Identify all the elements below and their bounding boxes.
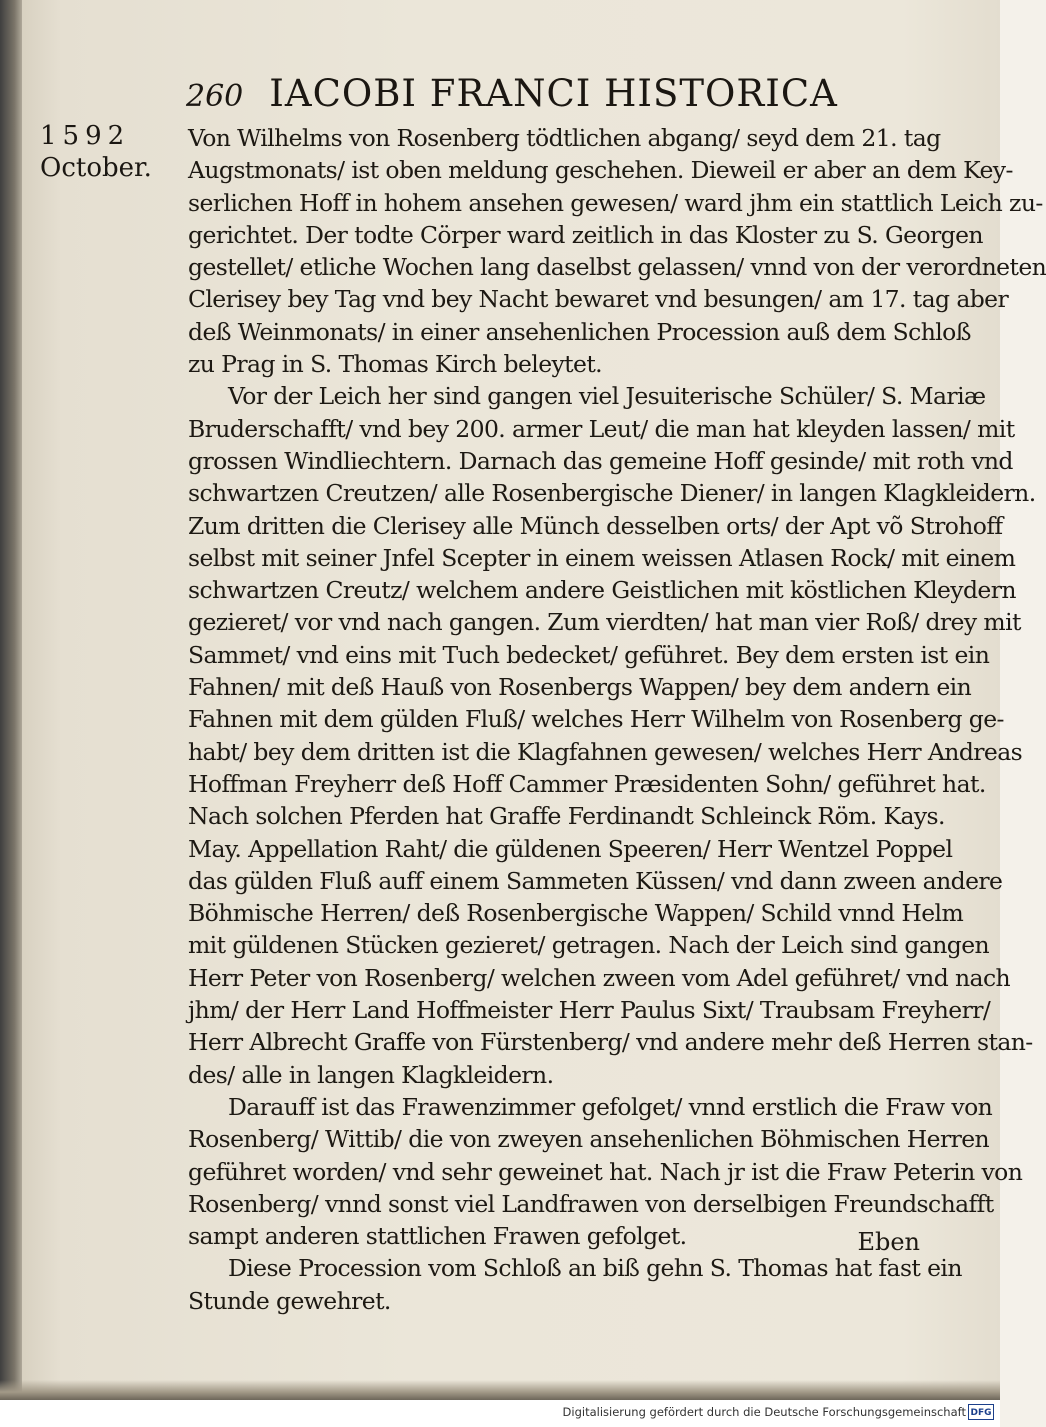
dfg-logo: DFG <box>968 1404 994 1420</box>
text-line: deß Weinmonats/ in einer ansehenlichen Procession auß dem Schloß <box>188 317 971 346</box>
margin-note <box>40 120 170 184</box>
page-edge-shadow <box>0 1380 1000 1400</box>
text-line: Diese Procession vom Schloß an biß gehn S. Thomas hat fast ein <box>228 1254 962 1283</box>
text-line: Stunde gewehret. <box>188 1286 391 1315</box>
body-text <box>188 122 1046 1317</box>
text-line: geführet worden/ vnd sehr geweinet hat. Nach jr ist die Fraw Peterin von <box>188 1157 1023 1186</box>
catchword: Eben <box>857 1228 920 1256</box>
text-line: jhm/ der Herr Land Hoffmeister Herr Paulus Sixt/ Traubsam Freyherr/ <box>188 996 991 1025</box>
text-line: Herr Peter von Rosenberg/ welchen zween vom Adel geführet/ vnd nach <box>188 963 1011 992</box>
text-line: Fahnen/ mit deß Hauß von Rosenbergs Wappen/ bey dem andern ein <box>188 673 972 702</box>
text-line: Herr Albrecht Graffe von Fürstenberg/ vnd andere mehr deß Herren stan- <box>188 1028 1033 1057</box>
text-line: Böhmische Herren/ deß Rosenbergische Wappen/ Schild vnnd Helm <box>188 899 964 928</box>
footer-credit: Digitalisierung gefördert durch die Deutsche Forschungsgemeinschaft <box>562 1405 966 1419</box>
text-line: May. Appellation Raht/ die güldenen Speeren/ Herr Wentzel Poppel <box>188 834 953 863</box>
text-line: gezieret/ vor vnd nach gangen. Zum vierdten/ hat man vier Roß/ drey mit <box>188 608 1021 637</box>
text-line: Von Wilhelms von Rosenberg tödtlichen abgang/ seyd dem 21. tag <box>188 124 941 152</box>
text-line: Zum dritten die Clerisey alle Münch desselben orts/ der Apt võ Strohoff <box>188 511 1003 540</box>
margin-year: 1592 <box>40 121 131 151</box>
text-line: grossen Windliechtern. Darnach das gemeine Hoff gesinde/ mit roth vnd <box>188 446 1013 475</box>
text-line: gerichtet. Der todte Cörper ward zeitlich in das Kloster zu S. Georgen <box>188 220 983 249</box>
text-line: Bruderschafft/ vnd bey 200. armer Leut/ die man hat kleyden lassen/ mit <box>188 414 1015 443</box>
text-line: gestellet/ etliche Wochen lang daselbst gelassen/ vnnd von der verordneten <box>188 253 1046 282</box>
text-line: des/ alle in langen Klagkleidern. <box>188 1060 554 1089</box>
text-line: Darauff ist das Frawenzimmer gefolget/ vnnd erstlich die Fraw von <box>228 1092 993 1121</box>
text-line: Rosenberg/ Wittib/ die von zweyen ansehenlichen Böhmischen Herren <box>188 1125 990 1154</box>
margin-month: October. <box>40 153 152 183</box>
text-line: serlichen Hoff in hohem ansehen gewesen/ ward jhm ein stattlich Leich zu- <box>188 188 1043 217</box>
footer-bar <box>0 1400 1000 1427</box>
text-line: selbst mit seiner Jnfel Scepter in einem weissen Atlasen Rock/ mit einem <box>188 543 1016 572</box>
text-line: Nach solchen Pferden hat Graffe Ferdinandt Schleinck Röm. Kays. <box>188 802 945 831</box>
text-line: das gülden Fluß auff einem Sammeten Küssen/ vnd dann zween andere <box>188 866 1003 895</box>
text-line: sampt anderen stattlichen Frawen gefolget. <box>188 1222 687 1251</box>
text-line: Augstmonats/ ist oben meldung geschehen. Dieweil er aber an dem Key- <box>188 156 1013 185</box>
text-line: Rosenberg/ vnnd sonst viel Landfrawen von derselbigen Freundschafft <box>188 1189 994 1218</box>
text-line: Fahnen mit dem gülden Fluß/ welches Herr Wilhelm von Rosenberg ge- <box>188 705 1004 734</box>
text-line: Clerisey bey Tag vnd bey Nacht bewaret vnd besungen/ am 17. tag aber <box>188 285 1009 314</box>
page-number: 260 <box>186 79 244 114</box>
text-line: schwartzen Creutz/ welchem andere Geistlichen mit köstlichen Kleydern <box>188 576 1016 605</box>
text-line: Sammet/ vnd eins mit Tuch bedecket/ geführet. Bey dem ersten ist ein <box>188 640 990 669</box>
text-line: schwartzen Creutzen/ alle Rosenbergische Diener/ in langen Klagkleidern. <box>188 479 1036 508</box>
running-title: IACOBI FRANCI HISTORICA <box>269 72 838 115</box>
text-line: Vor der Leich her sind gangen viel Jesuiterische Schüler/ S. Mariæ <box>228 382 986 411</box>
text-line: habt/ bey dem dritten ist die Klagfahnen gewesen/ welches Herr Andreas <box>188 737 1023 766</box>
text-line: Hoffman Freyherr deß Hoff Cammer Præsidenten Sohn/ geführet hat. <box>188 769 986 798</box>
text-line: zu Prag in S. Thomas Kirch beleytet. <box>188 350 603 379</box>
text-line: mit güldenen Stücken gezieret/ getragen. Nach der Leich sind gangen <box>188 931 990 960</box>
running-head <box>186 72 846 126</box>
